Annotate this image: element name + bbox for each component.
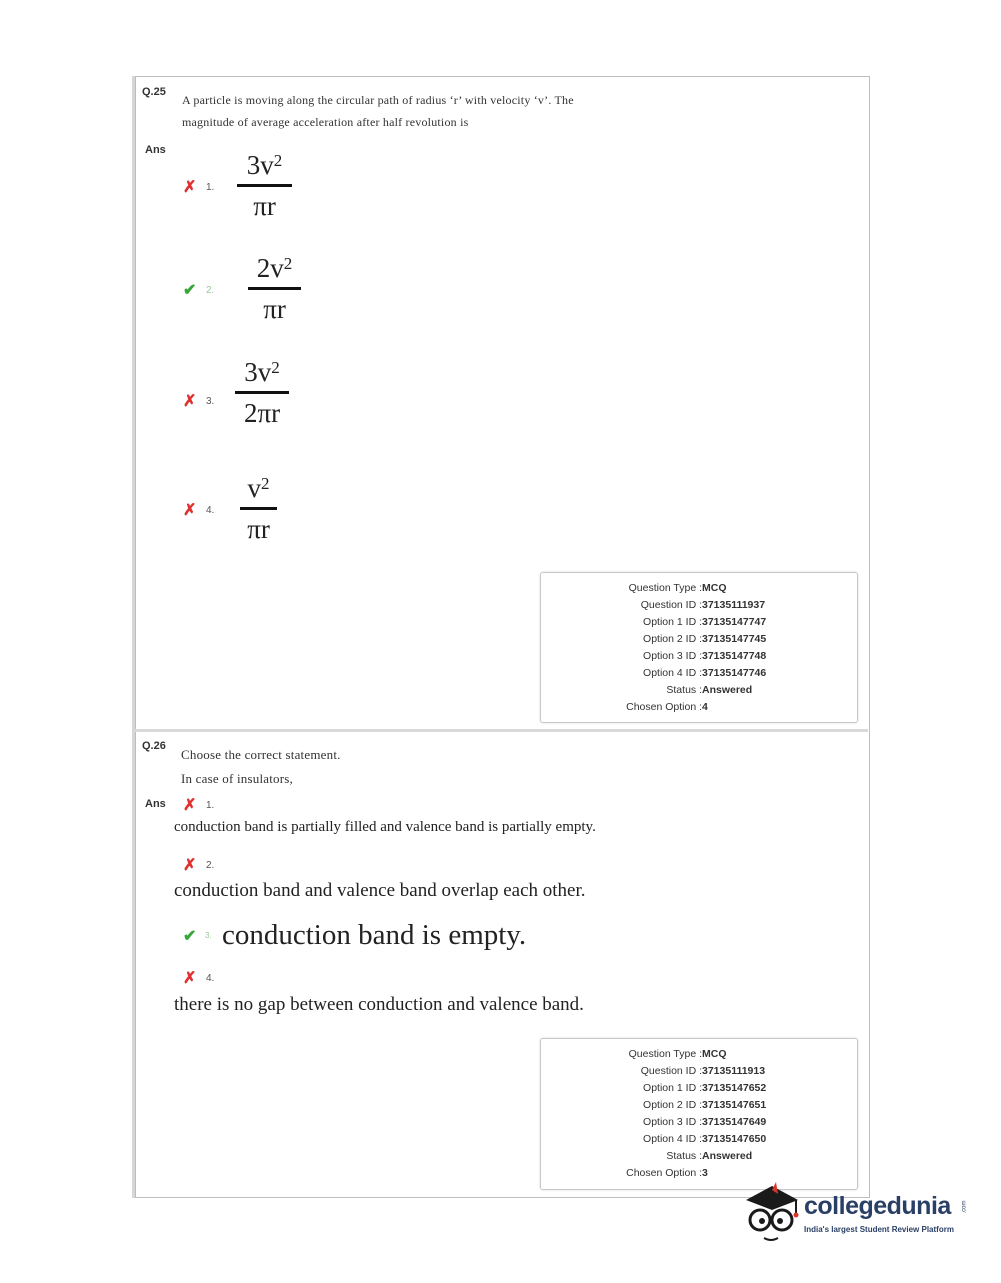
info-value: 37135111937 [702,599,766,611]
info-label: Option 3 ID : [643,1116,702,1128]
denominator: 2πr [243,398,281,428]
option-number: 3. [206,396,215,407]
info-label: Question Type : [628,582,702,594]
mascot-icon [742,1180,802,1248]
ans-label: Ans [145,144,166,156]
info-label: Status : [666,1150,702,1162]
question-text-line-2: magnitude of average acceleration after half revolution is [182,115,469,129]
question-info-box [540,572,858,723]
exponent: 2 [261,474,270,493]
info-label: Question Type : [628,1048,702,1060]
wrong-mark-icon: ✗ [183,179,197,196]
info-label: Option 4 ID : [643,1133,702,1145]
exponent: 2 [273,151,283,170]
question-text-line-1: A particle is moving along the circular path of radius ‘r’ with velocity ‘v’. The [182,93,574,107]
info-label: Option 2 ID : [643,633,702,645]
exponent: 2 [271,358,280,377]
option-number: 3. [205,931,212,940]
wrong-mark-icon: ✗ [183,857,197,874]
info-value: 37135147651 [702,1099,767,1111]
question-text-line-2: In case of insulators, [181,771,293,786]
option-number: 2. [206,285,215,296]
option-fraction [248,253,301,324]
info-value: MCQ [702,582,727,594]
option-number: 1. [206,182,215,193]
info-value: MCQ [702,1048,727,1060]
option-fraction [240,473,277,544]
question-text-line-1: Choose the correct statement. [181,747,341,762]
info-value: Answered [702,1150,753,1162]
option-number: 2. [206,860,215,871]
info-label: Option 2 ID : [643,1099,702,1111]
info-label: Question ID : [640,1065,702,1077]
numerator: 2v [256,253,284,283]
info-label: Option 1 ID : [643,616,702,628]
option-fraction [237,150,292,221]
info-value: 3 [702,1167,708,1179]
numerator: 3v [244,357,272,387]
fraction-bar [237,184,292,187]
option-number: 1. [206,800,215,811]
info-label: Option 1 ID : [643,1082,702,1094]
logo-wordmark: collegedunia [804,1192,951,1220]
info-label: Chosen Option : [626,1167,702,1179]
info-label: Option 4 ID : [643,667,702,679]
option-number: 4. [206,973,215,984]
question-number: Q.26 [142,740,166,752]
info-value: 37135147650 [702,1133,767,1145]
info-value: 37135147652 [702,1082,767,1094]
option-fraction [235,357,289,428]
option-text: conduction band and valence band overlap each other. [174,880,586,901]
info-value: 37135147745 [702,633,767,645]
logo-domain: .com [961,1200,968,1214]
denominator: πr [253,191,276,221]
fraction-bar [240,507,277,510]
info-value: 37135111913 [702,1065,766,1077]
logo-tagline: India's largest Student Review Platform [804,1225,954,1234]
question-number: Q.25 [142,86,166,98]
wrong-mark-icon: ✗ [183,797,197,814]
info-label: Option 3 ID : [643,650,702,662]
info-value: 37135147748 [702,650,767,662]
question-info-box [540,1038,858,1190]
correct-mark-icon: ✔ [183,928,197,945]
correct-mark-icon: ✔ [183,282,197,299]
question-divider [135,729,868,732]
info-label: Question ID : [640,599,702,611]
option-text: conduction band is empty. [222,919,527,951]
denominator: πr [247,514,270,544]
info-value: Answered [702,684,753,696]
info-value: 4 [702,701,708,713]
info-label: Status : [666,684,702,696]
info-value: 37135147747 [702,616,767,628]
exponent: 2 [283,254,293,273]
info-value: 37135147649 [702,1116,767,1128]
collegedunia-logo [742,1180,972,1250]
option-text: there is no gap between conduction and valence band. [174,994,584,1015]
fraction-bar [248,287,301,290]
numerator: v [247,473,261,503]
denominator: πr [263,294,286,324]
info-label: Chosen Option : [626,701,702,713]
wrong-mark-icon: ✗ [183,970,197,987]
ans-label: Ans [145,798,166,810]
numerator: 3v [246,150,274,180]
option-number: 4. [206,505,215,516]
option-text: conduction band is partially filled and valence band is partially empty. [174,819,596,835]
info-value: 37135147746 [702,667,767,679]
fraction-bar [235,391,289,394]
wrong-mark-icon: ✗ [183,393,197,410]
wrong-mark-icon: ✗ [183,502,197,519]
